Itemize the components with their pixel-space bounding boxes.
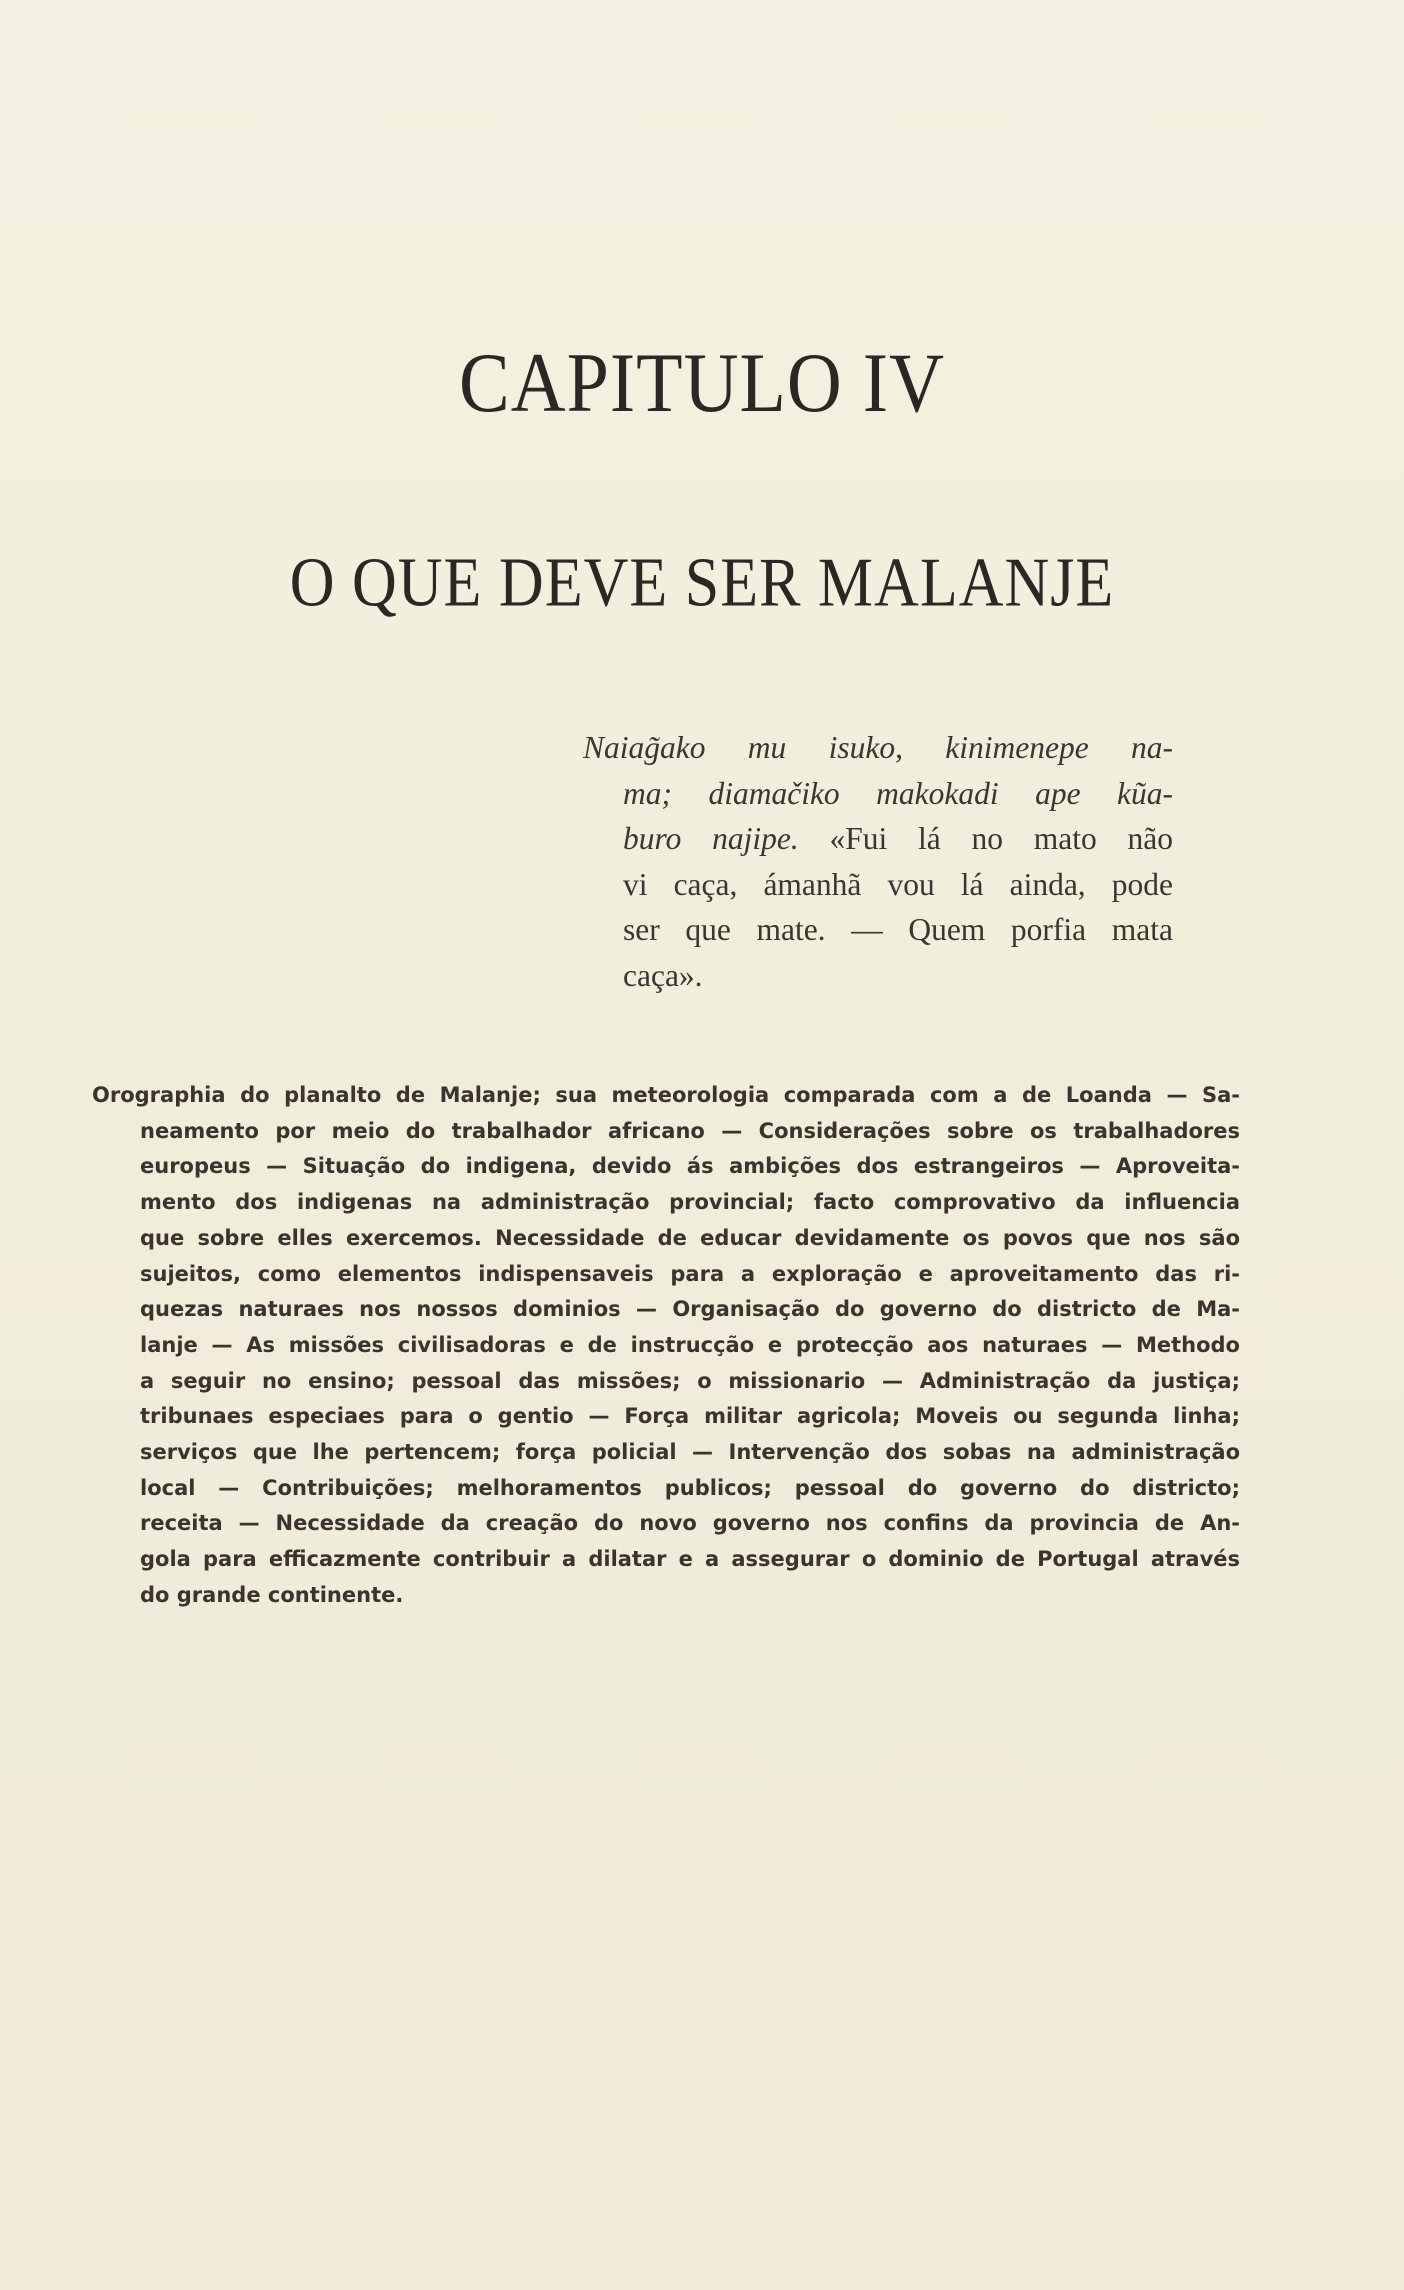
epigraph: [583, 725, 1173, 998]
epigraph-line: [583, 816, 1173, 862]
summary-line: Orographia do planalto de Malanje; sua meteorologia comparada com a de Loanda — Sa-: [92, 1083, 1240, 1107]
epigraph-line: [583, 771, 1173, 817]
epigraph-translation-text: «Fui lá no mato não: [798, 821, 1173, 856]
summary-line: europeus — Situação do indigena, devido ás ambições dos estrangeiros — Aproveita-: [140, 1154, 1240, 1179]
chapter-title-heading: O QUE DEVE SER MALANJE: [289, 544, 1115, 622]
summary-line: local — Contribuições; melhoramentos publicos; pessoal do governo do districto;: [140, 1475, 1240, 1500]
epigraph-translation-text: caça».: [623, 957, 703, 993]
chapter-number-heading: CAPITULO IV: [459, 335, 945, 430]
epigraph-line: [583, 862, 1173, 908]
summary-line: a seguir no ensino; pessoal das missões; o missionario — Administração da justiça;: [140, 1368, 1240, 1393]
epigraph-translation-text: ser que mate. — Quem porfia mata: [623, 912, 1173, 947]
summary-line: lanje — As missões civilisadoras e de instrucção e protecção aos naturaes — Methodo: [140, 1332, 1240, 1357]
epigraph-translation-text: vi caça, ámanhã vou lá ainda, pode: [623, 866, 1173, 902]
summary-line: sujeitos, como elementos indispensaveis para a exploração e aproveitamento das ri-: [140, 1261, 1240, 1286]
summary-line: quezas naturaes nos nossos dominios — Organisação do governo do districto de Ma-: [140, 1297, 1240, 1322]
epigraph-kimbundu-text: ma; diamačiko makokadi ape kũa-: [623, 775, 1173, 811]
summary-line: neamento por meio do trabalhador africano — Considerações sobre os trabalhadores: [140, 1118, 1240, 1143]
epigraph-line: [583, 907, 1173, 953]
chapter-summary: [92, 1078, 1240, 1614]
summary-line: gola para efficazmente contribuir a dilatar e a assegurar o dominio de Portugal através: [140, 1547, 1240, 1572]
summary-line: mento dos indigenas na administração provincial; facto comprovativo da influencia: [140, 1190, 1240, 1215]
epigraph-line: [583, 953, 1173, 999]
summary-line: receita — Necessidade da creação do novo governo nos confins da provincia de An-: [140, 1511, 1240, 1536]
summary-line: tribunaes especiaes para o gentio — Força militar agricola; Moveis ou segunda linha;: [140, 1404, 1240, 1429]
summary-line: serviços que lhe pertencem; força policial — Intervenção dos sobas na administração: [140, 1440, 1240, 1465]
epigraph-line: [583, 725, 1173, 771]
epigraph-kimbundu-text: Naiag̃ako mu isuko, kinimenepe na-: [583, 730, 1173, 765]
summary-line: do grande continente.: [140, 1582, 404, 1607]
epigraph-kimbundu-text: buro najipe.: [623, 821, 799, 856]
summary-line: que sobre elles exercemos. Necessidade de educar devidamente os povos que nos são: [140, 1225, 1240, 1250]
